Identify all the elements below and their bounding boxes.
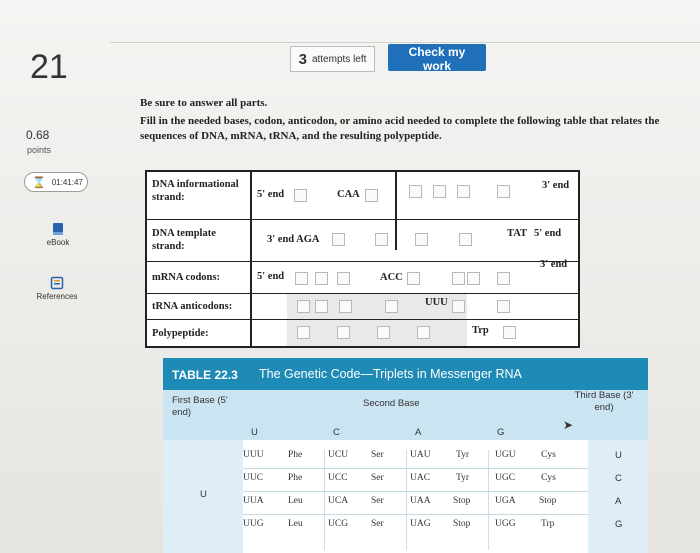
answer-box[interactable] xyxy=(337,326,350,339)
row-divider xyxy=(243,514,588,515)
third-base: A xyxy=(615,496,622,507)
attempts-indicator xyxy=(290,46,375,72)
answer-box[interactable] xyxy=(417,326,430,339)
amino-acid: Trp xyxy=(541,519,555,529)
row-divider xyxy=(243,491,588,492)
table-row xyxy=(147,320,578,346)
answer-box[interactable] xyxy=(294,189,307,202)
codon: UGC xyxy=(495,473,516,483)
answer-box[interactable] xyxy=(407,272,420,285)
third-base: U xyxy=(615,450,622,461)
codon: UGA xyxy=(495,496,516,506)
codon: UCC xyxy=(328,473,348,483)
answer-box[interactable] xyxy=(315,300,328,313)
amino-acid: Stop xyxy=(453,496,471,506)
table-row xyxy=(147,172,578,220)
row-label: Polypeptide: xyxy=(152,328,209,339)
table-row xyxy=(147,259,578,294)
answer-box[interactable] xyxy=(315,272,328,285)
column-divider xyxy=(324,450,325,550)
table-row xyxy=(147,294,578,320)
amino-acid: Tyr xyxy=(456,450,470,460)
amino-acid: Stop xyxy=(453,519,471,529)
row-label: tRNA anticodons: xyxy=(152,301,233,312)
third-base-column xyxy=(588,440,648,553)
amino-acid: Ser xyxy=(371,519,384,529)
codon: UAG xyxy=(410,519,431,529)
answer-box[interactable] xyxy=(409,185,422,198)
given-codon: CAA xyxy=(337,189,360,200)
instruction-note: Be sure to answer all parts. xyxy=(140,97,268,109)
sidebar-item-ebook[interactable] xyxy=(18,222,98,247)
question-number: 21 xyxy=(30,48,68,86)
amino-acid: Stop xyxy=(539,496,557,506)
amino-acid: Ser xyxy=(371,473,384,483)
table-label: TABLE 22.3 xyxy=(172,368,238,382)
first-base-header: First Base (5' end) xyxy=(172,395,228,418)
amino-acid: Ser xyxy=(371,496,384,506)
amino-acid: Cys xyxy=(541,473,556,483)
third-base: G xyxy=(615,519,623,530)
answer-box[interactable] xyxy=(459,233,472,246)
codon: UCU xyxy=(328,450,349,460)
answer-box[interactable] xyxy=(297,326,310,339)
column-divider xyxy=(488,450,489,550)
second-base-a: A xyxy=(415,427,422,438)
amino-acid: Tyr xyxy=(456,473,470,483)
points-value: 0.68 xyxy=(26,128,50,142)
given-amino-acid: Trp xyxy=(472,325,489,336)
column-divider xyxy=(406,450,407,550)
codon: UCG xyxy=(328,519,349,529)
given-codon: UUU xyxy=(425,297,448,308)
row-start: 5' end xyxy=(257,189,285,200)
second-base-c: C xyxy=(333,427,340,438)
codon: UUC xyxy=(243,473,264,483)
answer-box[interactable] xyxy=(452,272,465,285)
points-label: points xyxy=(27,145,52,155)
timer[interactable] xyxy=(24,172,88,192)
answer-box[interactable] xyxy=(297,300,310,313)
codon: UAU xyxy=(410,450,431,460)
amino-acid: Phe xyxy=(288,473,303,483)
sidebar-item-label: eBook xyxy=(46,238,70,247)
column-headers xyxy=(163,390,648,440)
row-start: 5' end xyxy=(257,271,285,282)
answer-box[interactable] xyxy=(503,326,516,339)
answer-box[interactable] xyxy=(365,189,378,202)
question-prompt: Fill in the needed bases, codon, anticodon, or amino acid needed to complete the following table that relates the sequences of DNA, mRNA, tRNA, and the resulting polypeptide. xyxy=(140,115,660,142)
hourglass-icon: ⌛ xyxy=(32,176,46,189)
table-title: The Genetic Code—Triplets in Messenger RNA xyxy=(259,367,522,381)
row-divider xyxy=(243,468,588,469)
answer-box[interactable] xyxy=(497,272,510,285)
header-divider xyxy=(110,42,700,43)
attempts-text: attempts left xyxy=(311,53,367,65)
third-base-header: Third Base (3' end) xyxy=(574,390,634,413)
first-base-u: U xyxy=(200,489,207,500)
book-icon xyxy=(51,222,65,236)
row-label: DNA informational strand: xyxy=(152,179,239,203)
given-codon: ACC xyxy=(380,272,403,283)
sidebar-item-label: References xyxy=(36,292,78,301)
answer-box[interactable] xyxy=(415,233,428,246)
row-label: mRNA codons: xyxy=(152,272,220,283)
answer-box[interactable] xyxy=(457,185,470,198)
row-start: 3' end AGA xyxy=(267,234,320,245)
answer-box[interactable] xyxy=(497,300,510,313)
mouse-cursor: ➤ xyxy=(563,418,574,432)
codon: UGG xyxy=(495,519,516,529)
codon: UUA xyxy=(243,496,264,506)
timer-value: 01:41:47 xyxy=(51,177,83,187)
codon: UCA xyxy=(328,496,349,506)
answer-box[interactable] xyxy=(467,272,480,285)
attempts-count: 3 xyxy=(298,50,307,68)
answer-box[interactable] xyxy=(337,272,350,285)
first-base-column xyxy=(163,440,243,553)
second-base-header: Second Base xyxy=(363,398,420,409)
amino-acid: Leu xyxy=(288,496,303,506)
amino-acid: Phe xyxy=(288,450,303,460)
check-my-work-button[interactable]: Check my work xyxy=(388,44,486,71)
second-base-u: U xyxy=(251,427,258,438)
row-end: 5' end xyxy=(534,228,562,239)
codon: UAA xyxy=(410,496,431,506)
sidebar-item-references[interactable] xyxy=(17,276,97,301)
genetic-code-table xyxy=(163,358,648,553)
answer-box[interactable] xyxy=(497,185,510,198)
codon: UGU xyxy=(495,450,516,460)
references-icon xyxy=(50,276,64,290)
answer-box[interactable] xyxy=(433,185,446,198)
sequence-table xyxy=(145,170,580,348)
amino-acid: Leu xyxy=(288,519,303,529)
answer-box[interactable] xyxy=(295,272,308,285)
codon: UAC xyxy=(410,473,431,483)
table-row xyxy=(147,220,578,262)
given-codon: TAT xyxy=(507,228,528,239)
row-end: 3' end xyxy=(540,259,568,270)
answer-box[interactable] xyxy=(385,300,398,313)
answer-box[interactable] xyxy=(375,233,388,246)
codon: UUU xyxy=(243,450,264,460)
codon: UUG xyxy=(243,519,264,529)
row-end: 3' end xyxy=(542,180,570,191)
answer-box[interactable] xyxy=(377,326,390,339)
amino-acid: Ser xyxy=(371,450,384,460)
answer-box[interactable] xyxy=(339,300,352,313)
row-label: DNA template strand: xyxy=(152,228,216,252)
answer-box[interactable] xyxy=(452,300,465,313)
answer-box[interactable] xyxy=(332,233,345,246)
third-base: C xyxy=(615,473,622,484)
amino-acid: Cys xyxy=(541,450,556,460)
table-header xyxy=(163,358,648,390)
second-base-g: G xyxy=(497,427,505,438)
